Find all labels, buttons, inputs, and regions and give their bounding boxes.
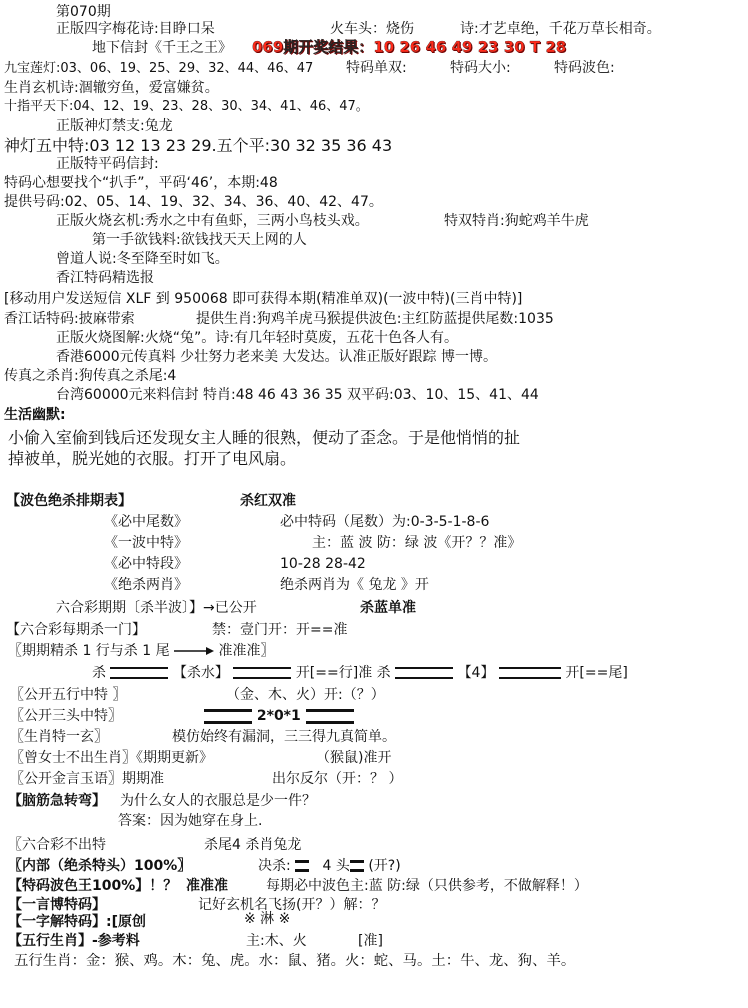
three-head-label: 〖公开三头中特〗: [10, 708, 122, 724]
four-label: 【4】: [457, 665, 495, 681]
six-kill-door-label: 【六合彩每期杀一门】: [6, 622, 146, 638]
plum-poem-line: 正版四字梅花诗:目睁口呆: [56, 21, 215, 37]
one-word-value: 记好玄机名飞扬(开？）解：？: [198, 897, 386, 913]
flat-code-letter: 正版特平码信封:: [56, 156, 159, 172]
provide-zodiac: 提供生肖:狗鸡羊虎马猴提供波色:主红防蓝提供尾数:1035: [196, 311, 554, 327]
six-half-wave: 六合彩期期〔杀半波〕】→已公开: [56, 600, 257, 616]
inner-open-value: (开?): [368, 858, 401, 874]
must-segment-label: 《必中特段》: [104, 556, 188, 572]
double-bar-icon: [350, 860, 364, 872]
hk-talk: 香江话特码:披麻带索: [4, 311, 135, 327]
gold-words-value: 出尔反尔（开：？ ）: [272, 771, 403, 787]
supply-numbers: 提供号码:02、05、14、19、32、34、36、40、42、47。: [4, 194, 383, 210]
fax-kill: 传真之杀肖:狗传真之杀尾:4: [4, 368, 177, 384]
kill-two-label: 《绝杀两肖》: [104, 577, 188, 593]
double-bar-icon: [110, 667, 168, 679]
kill-row-line: [92, 664, 628, 682]
three-head-line: [204, 707, 354, 725]
wave-table-title: 【波色绝杀排期表】: [6, 493, 132, 509]
kill-water-label: 【杀水】: [172, 665, 229, 681]
kill-label-a: 杀: [92, 665, 106, 681]
tw-letter: 台湾60000元来料信封 特肖:48 46 43 36 35 双平码:03、10、15、41、44: [56, 387, 539, 403]
double-bar-icon: [295, 860, 309, 872]
triple-bar-icon: [204, 709, 232, 724]
one-char-label: 【一字解特码】:[原创: [8, 914, 146, 930]
inner-line: [258, 857, 401, 875]
five-zodiac-accurate: [准]: [358, 933, 383, 949]
long-arrow-icon: [174, 646, 214, 656]
lady-value: （猴鼠)准开: [316, 750, 392, 766]
first-hand-line: 第一手欲钱料:欲钱找天天上网的人: [92, 232, 307, 248]
zodiac-riddle-value: 模仿始终有漏洞，三三得九真简单。: [172, 729, 396, 745]
triple-bar-icon: [306, 709, 334, 724]
lady-label: 〖曾女士不出生肖〗《期期更新》: [10, 750, 213, 766]
open-row-label: 开[==行]准: [295, 665, 373, 681]
kill-blue-heading: 杀蓝单准: [360, 600, 416, 616]
someone-said: 曾道人说:冬至降至时如飞。: [56, 251, 229, 267]
five-element-value: （金、木、火）开:（？）: [226, 687, 385, 703]
one-wave-label: 《一波中特》: [104, 535, 188, 551]
wave-king-value: 每期必中波色主:蓝 防:绿（只供参考，不做解释！）: [266, 878, 588, 894]
joke-line-2: 掉被单，脱光她的衣服。打开了电风扇。: [8, 449, 297, 468]
kill-two-value: 绝杀两肖为《 兔龙 》开: [280, 577, 429, 593]
poem-text: 诗:才艺卓绝，千花万草长相奇。: [460, 21, 661, 37]
wave-king-accurate: 准准准: [186, 878, 228, 894]
inner-kill-label: 决杀:: [258, 858, 291, 874]
special-double: 特双特肖:狗蛇鸡羊牛虎: [444, 213, 589, 229]
five-element-label: 〖公开五行中特 〗: [10, 687, 127, 703]
double-bar-icon: [395, 667, 453, 679]
zodiac-poem: 生肖玄机诗:涸辙穷鱼，爱富嫌贫。: [4, 80, 219, 96]
triple-bar-icon: [232, 709, 252, 724]
underground-letter-title: 地下信封《千王之王》: [92, 40, 232, 56]
double-bar-icon: [499, 667, 561, 679]
humor-title: 生活幽默:: [4, 407, 66, 423]
forbid-door-value: 禁：壹门开：开==准: [212, 622, 348, 638]
joke-line-1: 小偷入室偷到钱后还发现女主人睡的很熟，便动了歪念。于是他悄悄的扯: [8, 428, 521, 447]
hk-fax: 香港6000元传真料 少壮努力老来美 大发达。认准正版好跟踪 博一博。: [56, 349, 497, 365]
result-banner: 069期开奖结果：10 26 46 49 23 30 T 28: [252, 38, 567, 56]
big-small-label: 特码大小:: [450, 60, 511, 76]
kill-label-b: 杀: [376, 665, 391, 681]
fire-mystery: 正版火烧玄机:秀水之中有鱼虾，三两小鸟枝头戏。: [56, 213, 369, 229]
forbidden-branch: 正版神灯禁支:兔龙: [56, 118, 173, 134]
inner-head-value: 4 头: [322, 858, 350, 874]
gold-words-label: 〖公开金言玉语〗期期准: [10, 771, 164, 787]
single-double-label: 特码单双:: [346, 60, 407, 76]
brain-teaser-label: 【脑筋急转弯】: [8, 793, 106, 809]
open-tail-label: 开[==尾]: [565, 665, 628, 681]
one-wave-value: 主：蓝 波 防：绿 波《开？？准》: [312, 535, 522, 551]
inner-label: 〖内部（绝杀特头）100%〗: [8, 858, 192, 874]
six-not-value: 杀尾4 杀肖兔龙: [204, 837, 302, 853]
kill-red-heading: 杀红双准: [240, 493, 296, 509]
three-head-value: 2*0*1: [256, 708, 301, 724]
sms-line: [移动用户发送短信 XLF 到 950068 即可获得本期(精准单双)(一波中特)(三肖中特)]: [4, 291, 523, 307]
jiubao-line: 九宝莲灯:03、06、19、25、29、32、44、46、47: [4, 61, 314, 76]
heart-line: 特码心想要找个“扒手”，平码‘46’，本期:48: [4, 175, 278, 191]
five-element-zodiac-list: 五行生肖：金：猴、鸡。木：兔、虎。水：鼠、猪。火：蛇、马。土：牛、龙、狗、羊。: [14, 953, 576, 969]
must-tail-label: 《必中尾数》: [104, 514, 188, 530]
train-head: 火车头：烧伤: [330, 21, 414, 37]
wave-color-label: 特码波色:: [554, 60, 615, 76]
hk-selection: 香江特码精选报: [56, 270, 154, 286]
row-kill-label: 〖期期精杀 1 行与杀 1 尾: [8, 643, 170, 659]
triple-bar-icon: [334, 709, 354, 724]
must-tail-value: 必中特码（尾数）为:0-3-5-1-8-6: [280, 514, 490, 530]
fire-diagram: 正版火烧图解:火烧“兔”。诗:有几年轻时莫废，五花十色各人有。: [56, 330, 458, 346]
issue-number: 第070期: [56, 4, 111, 20]
row-kill-line: [8, 642, 275, 660]
wave-king-label: 【特码波色王100%】！？: [8, 878, 178, 894]
five-zodiac-value: 主:木、火: [246, 933, 307, 949]
six-not-label: 〖六合彩不出特: [8, 837, 106, 853]
five-zodiac-label: 【五行生肖】-参考料: [8, 933, 140, 949]
one-word-label: 【一言博特码】: [8, 897, 106, 913]
lamp-five-line: 神灯五中特:03 12 13 23 29.五个平:30 32 35 36 43: [4, 136, 393, 155]
double-bar-icon: [233, 667, 291, 679]
must-segment-value: 10-28 28-42: [280, 556, 366, 572]
ten-fingers-line: 十指平天下:04、12、19、23、28、30、34、41、46、47。: [4, 99, 369, 114]
one-char-value: ※ 淋 ※: [244, 911, 291, 927]
brain-teaser-question: 为什么女人的衣服总是少一件？: [120, 793, 316, 809]
brain-teaser-answer: 答案：因为她穿在身上.: [118, 813, 263, 829]
row-kill-end: 准准准〗: [218, 643, 275, 659]
zodiac-riddle-label: 〖生肖特一玄〗: [10, 729, 108, 745]
